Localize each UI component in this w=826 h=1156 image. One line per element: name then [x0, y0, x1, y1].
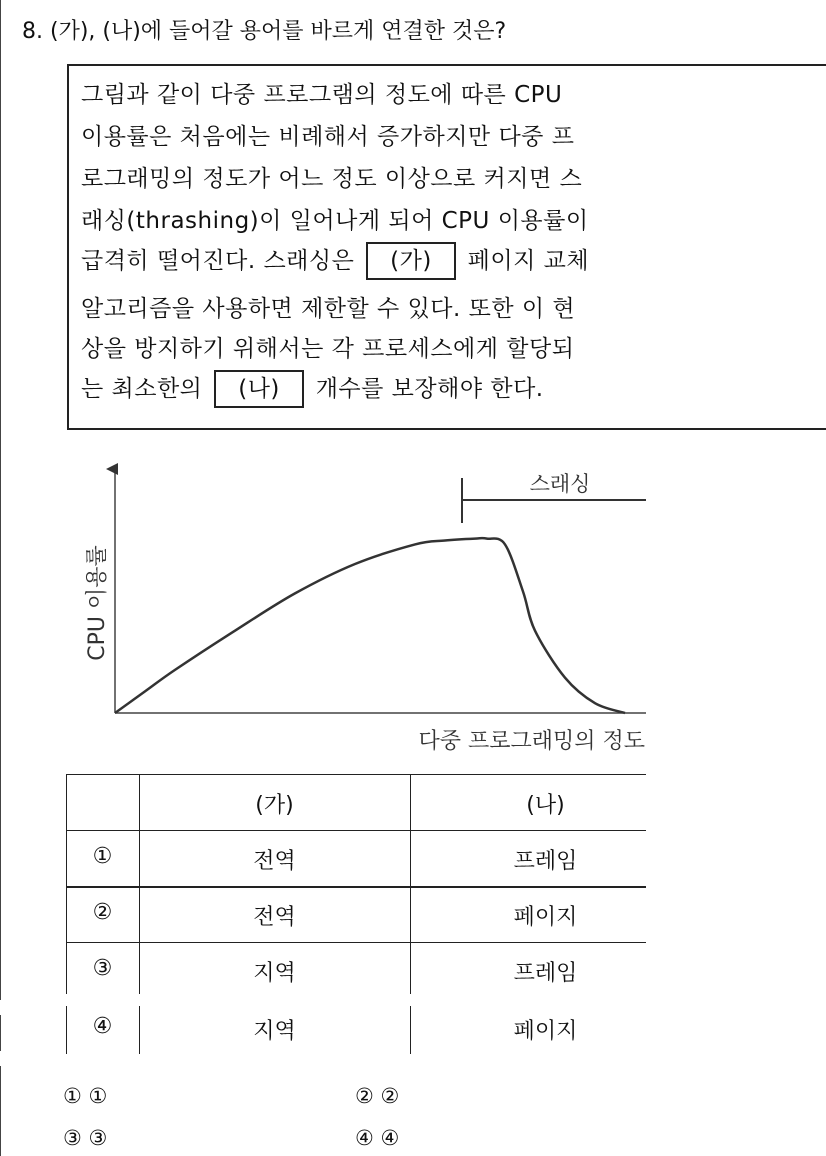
choice-3[interactable]: ③ ③: [63, 1126, 108, 1150]
passage-line-8-after: 개수를 보장해야 한다.: [315, 376, 544, 402]
passage-line-3: 로그래밍의 정도가 어느 정도 이상으로 커지면 스: [81, 166, 583, 192]
table-row-3-ga: 지역: [253, 961, 296, 986]
passage-line-8: [81, 370, 544, 408]
table-header-ga: (가): [255, 793, 294, 818]
choice-1[interactable]: ① ①: [63, 1084, 108, 1108]
left-margin-line: [0, 0, 1, 1000]
thrashing-annotation: 스래싱: [529, 472, 591, 496]
passage-line-6: 알고리즘을 사용하면 제한할 수 있다. 또한 이 현: [81, 296, 576, 322]
table-top-border: [66, 774, 646, 775]
passage-box: [67, 64, 826, 430]
table-row-1-num: ①: [92, 844, 113, 869]
passage-line-5: [81, 242, 589, 280]
table-row-2-na: 페이지: [513, 905, 578, 930]
passage-line-5-before: 급격히 떨어진다. 스래싱은: [81, 248, 355, 274]
passage-line-5-after: 페이지 교체: [467, 248, 590, 274]
table-row-2-ga: 전역: [253, 905, 296, 930]
table-row-4-num: ④: [92, 1014, 113, 1039]
blank-ga: (가): [366, 242, 456, 280]
passage-line-7: 상을 방지하기 위해서는 각 프로세스에게 할당되: [81, 336, 575, 362]
cpu-utilization-curve: [115, 538, 625, 713]
table-row-1-na: 프레임: [513, 849, 578, 874]
left-margin-line-bottom: [0, 1066, 1, 1156]
choice-2[interactable]: ② ②: [355, 1084, 400, 1108]
passage-line-8-before: 는 최소한의: [81, 376, 203, 402]
passage-line-2: 이용률은 처음에는 비례해서 증가하지만 다중 프: [81, 124, 575, 150]
table-row-4-na: 페이지: [513, 1019, 578, 1044]
table-header-divider: [66, 830, 646, 831]
table-row-1-ga: 전역: [253, 849, 296, 874]
cpu-utilization-chart: [60, 455, 646, 760]
table-row-2-num: ②: [92, 900, 113, 925]
table-row-3-num: ③: [92, 956, 113, 981]
left-margin-line-lower: [0, 1015, 1, 1051]
table-row-divider-2: [66, 942, 646, 943]
passage-line-1: 그림과 같이 다중 프로그램의 정도에 따른 CPU: [81, 82, 563, 108]
x-axis-label: 다중 프로그래밍의 정도: [418, 729, 645, 754]
answer-table: [66, 774, 646, 1054]
table-row-3-na: 프레임: [513, 961, 578, 986]
table-row-4-ga: 지역: [253, 1019, 296, 1044]
table-header-na: (나): [526, 793, 565, 818]
table-row-divider-1: [66, 886, 646, 888]
chart-svg: [60, 455, 646, 760]
question-title: 8. (가), (나)에 들어갈 용어를 바르게 연결한 것은?: [22, 19, 507, 44]
blank-na: (나): [214, 370, 304, 408]
y-axis-label: CPU 이용률: [85, 545, 110, 661]
choice-4[interactable]: ④ ④: [355, 1126, 400, 1150]
passage-line-4: 래싱(thrashing)이 일어나게 되어 CPU 이용률이: [81, 208, 589, 234]
